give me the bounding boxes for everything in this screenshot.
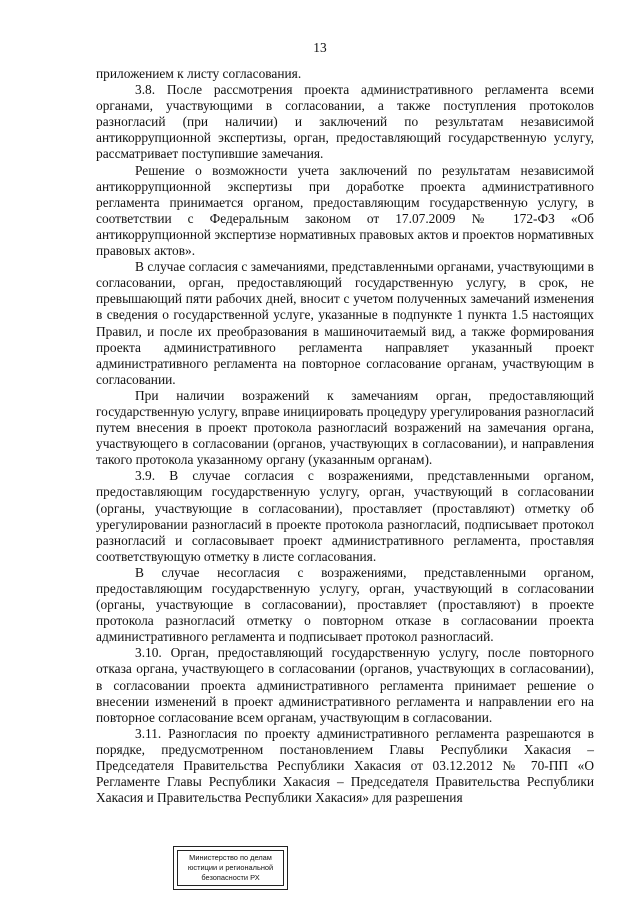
paragraph: Решение о возможности учета заключений по результатам независимой антикоррупционной экспертизы при доработке проекта административного регламента принимается органом, предоставляющим государственную услугу, в соответствии с Федеральным законом от 17.07.2009 № 172-ФЗ «Об антикоррупционной экспертизе нормативных правовых актов и проектов нормативных правовых актов». bbox=[96, 162, 594, 259]
stamp-line: Министерство по делам bbox=[189, 853, 272, 862]
paragraph: При наличии возражений к замечаниям орган, предоставляющий государственную услугу, вправе инициировать процедуру урегулирования разногласий путем внесения в проект протокола разногласий возражений на замечания органа, участвующего в согласовании (органов, участвующих в согласовании), и направления такого протокола указанному органу (указанным органам). bbox=[96, 387, 594, 468]
paragraph: В случае согласия с замечаниями, представленными органами, участвующими в согласовании, орган, предоставляющий государственную услугу, в срок, не превышающий пяти рабочих дней, вносит с учетом полученных замечаний изменения в сведения о государственной услуге, указанные в подпункте 1 пункта 1.5 настоящих Правил, и после их преобразования в машиночитаемый вид, а также формирования проекта административного регламента направляет указанный проект административного регламента на повторное согласование органам, участвующим в согласовании. bbox=[96, 259, 594, 387]
page-number: 13 bbox=[313, 40, 327, 55]
paragraph: В случае несогласия с возражениями, представленными органом, предоставляющим государственную услугу, орган, участвующий в согласовании (органы, участвующие в согласовании), проставляет (проставляют) в проекте протокола разногласий отметку о повторном отказе в согласовании проекта административного регламента и подписывает протокол разногласий. bbox=[96, 564, 594, 645]
paragraph-3-10: 3.10. Орган, предоставляющий государственную услугу, после повторного отказа органа, участвующего в согласовании (органов, участвующих в согласовании), в согласовании проекта административного регламента принимает решение о внесении изменений в проект административного регламента и направлении его на повторное согласование всем органам, участвующим в согласовании. bbox=[96, 645, 594, 725]
stamp-line: безопасности РХ bbox=[201, 873, 260, 882]
ministry-stamp-inner bbox=[177, 850, 284, 886]
paragraph-3-11: 3.11. Разногласия по проекту административного регламента разрешаются в порядке, предусмотренном постановлением Главы Республики Хакасия – Председателя Правительства Республики Хакасия от 03.12.2012 № 70-ПП «О Регламенте Главы Республики Хакасия – Председателя Правительства Республики Хакасия и Правительства Республики Хакасия» для разрешения bbox=[96, 725, 594, 806]
paragraph-3-9: 3.9. В случае согласия с возражениями, представленными органом, предоставляющим государственную услугу, орган, участвующий в согласовании (органы, участвующие в согласовании), проставляет (проставляют) отметку об урегулировании разногласий в проекте протокола разногласий, подписывает протокол разногласий и согласовывает проект административного регламента, проставляя соответствующую отметку в листе согласования. bbox=[96, 468, 594, 564]
paragraph-3-8: 3.8. После рассмотрения проекта административного регламента всеми органами, участвующими в согласовании, а также поступления протоколов разногласий (при наличии) и заключений по результатам независимой антикоррупционной экспертизы, орган, предоставляющий государственную услугу, рассматривает поступившие замечания. bbox=[96, 82, 594, 162]
paragraph: приложением к листу согласования. bbox=[96, 66, 302, 81]
ministry-stamp bbox=[173, 846, 288, 890]
stamp-line: юстиции и региональной bbox=[187, 863, 274, 872]
document-body bbox=[96, 66, 594, 806]
